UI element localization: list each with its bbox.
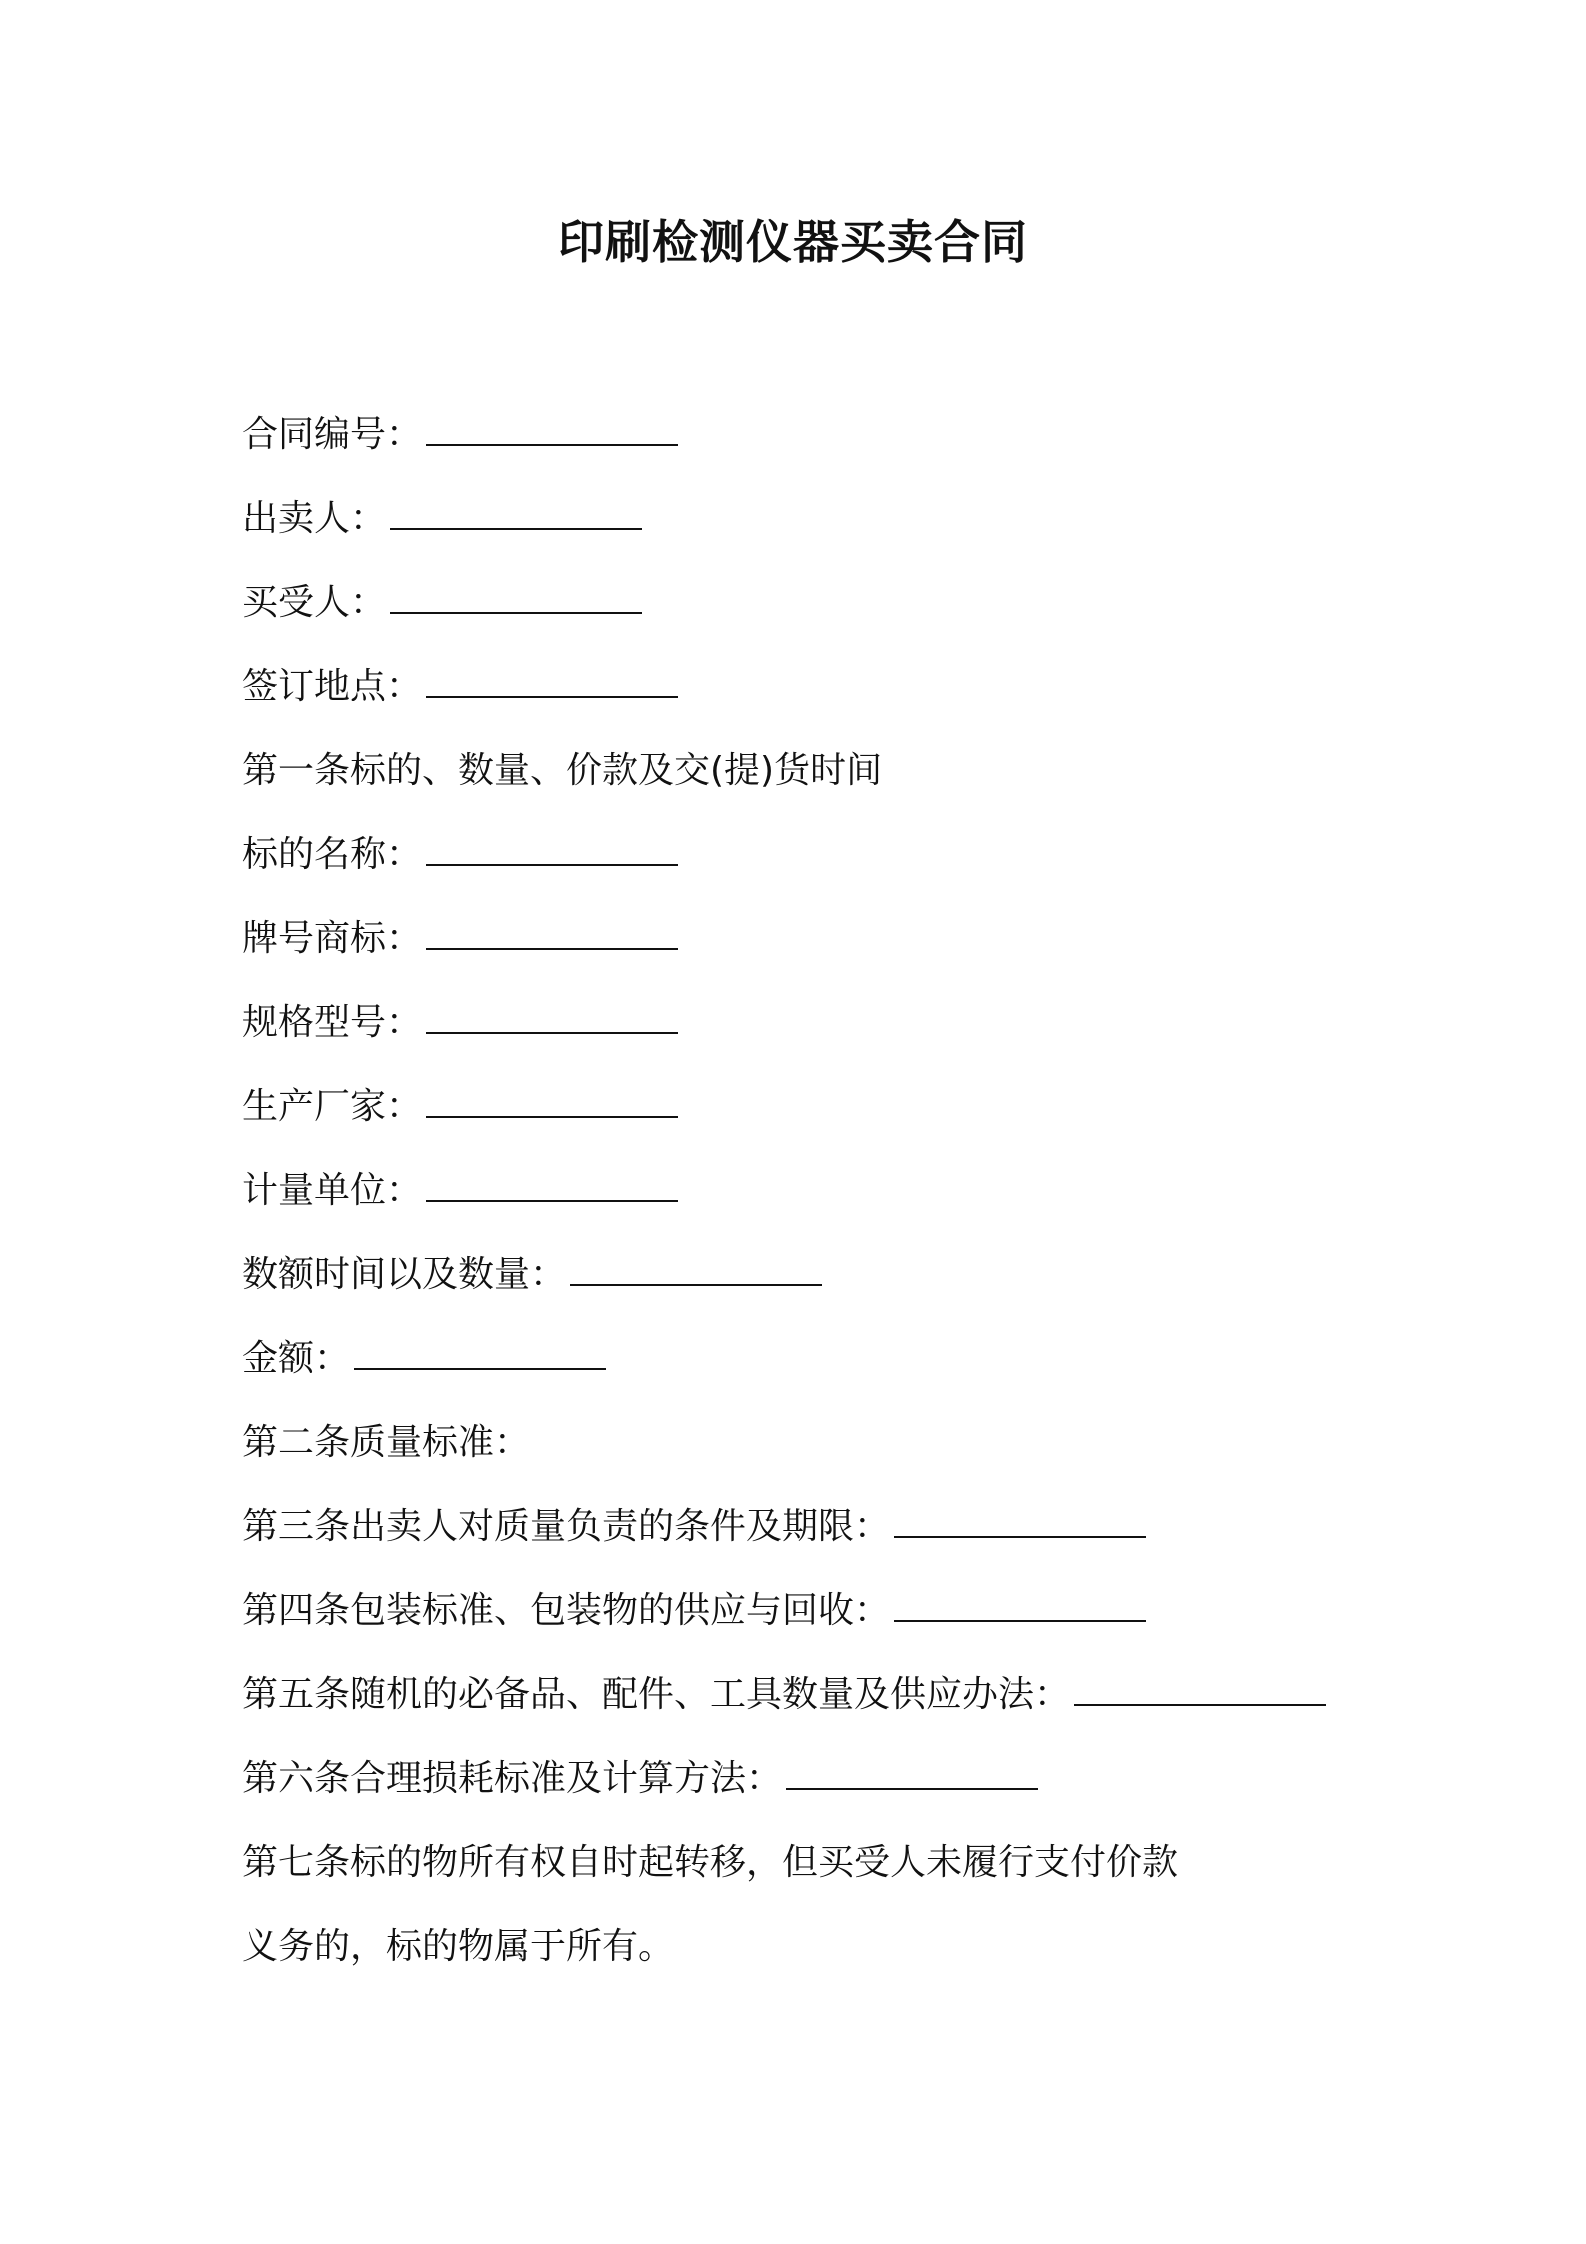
field-buyer <box>242 573 1482 657</box>
fill-blank <box>894 1584 1146 1622</box>
field-label: 数额时间以及数量： <box>242 1254 567 1295</box>
field-contract-number <box>242 405 1482 489</box>
fill-blank <box>426 996 678 1034</box>
fill-blank <box>426 408 678 446</box>
field-label: 买受人： <box>242 582 387 623</box>
article-text: 第一条标的、数量、价款及交(提)货时间 <box>242 750 883 791</box>
article-7-line-1 <box>242 1833 1482 1917</box>
article-6 <box>242 1749 1482 1833</box>
field-quantity-time <box>242 1245 1482 1329</box>
field-label: 出卖人： <box>242 498 387 539</box>
field-brand-trademark <box>242 909 1482 993</box>
field-label: 规格型号： <box>242 1002 423 1043</box>
field-seller <box>242 489 1482 573</box>
field-label: 牌号商标： <box>242 918 423 959</box>
article-7-line-2 <box>242 1917 1482 2001</box>
fill-blank <box>1074 1668 1326 1706</box>
field-unit-of-measure <box>242 1161 1482 1245</box>
field-label: 签订地点： <box>242 666 423 707</box>
article-text: 义务的，标的物属于所有。 <box>242 1926 675 1967</box>
field-specification-model <box>242 993 1482 1077</box>
article-3 <box>242 1497 1482 1581</box>
article-text: 第四条包装标准、包装物的供应与回收： <box>242 1590 891 1631</box>
field-label: 标的名称： <box>242 834 423 875</box>
contract-lines <box>242 405 1482 2001</box>
article-text: 第七条标的物所有权自时起转移，但买受人未履行支付价款 <box>242 1842 1179 1883</box>
fill-blank <box>390 492 642 530</box>
article-text: 第六条合理损耗标准及计算方法： <box>242 1758 783 1799</box>
field-subject-name <box>242 825 1482 909</box>
fill-blank <box>426 660 678 698</box>
article-2-heading <box>242 1413 1482 1497</box>
fill-blank <box>570 1248 822 1286</box>
document-title: 印刷检测仪器买卖合同 <box>558 215 1028 269</box>
field-label: 金额： <box>242 1338 351 1379</box>
fill-blank <box>426 1164 678 1202</box>
fill-blank <box>426 828 678 866</box>
field-amount <box>242 1329 1482 1413</box>
field-signing-place <box>242 657 1482 741</box>
field-label: 计量单位： <box>242 1170 423 1211</box>
fill-blank <box>426 912 678 950</box>
field-label: 生产厂家： <box>242 1086 423 1127</box>
fill-blank <box>390 576 642 614</box>
article-1-heading <box>242 741 1482 825</box>
article-4 <box>242 1581 1482 1665</box>
field-manufacturer <box>242 1077 1482 1161</box>
field-label: 合同编号： <box>242 414 423 455</box>
article-text: 第五条随机的必备品、配件、工具数量及供应办法： <box>242 1674 1071 1715</box>
fill-blank <box>894 1500 1146 1538</box>
fill-blank <box>786 1752 1038 1790</box>
article-text: 第二条质量标准： <box>242 1422 531 1463</box>
article-text: 第三条出卖人对质量负责的条件及期限： <box>242 1506 891 1547</box>
fill-blank <box>354 1332 606 1370</box>
fill-blank <box>426 1080 678 1118</box>
article-5 <box>242 1665 1482 1749</box>
